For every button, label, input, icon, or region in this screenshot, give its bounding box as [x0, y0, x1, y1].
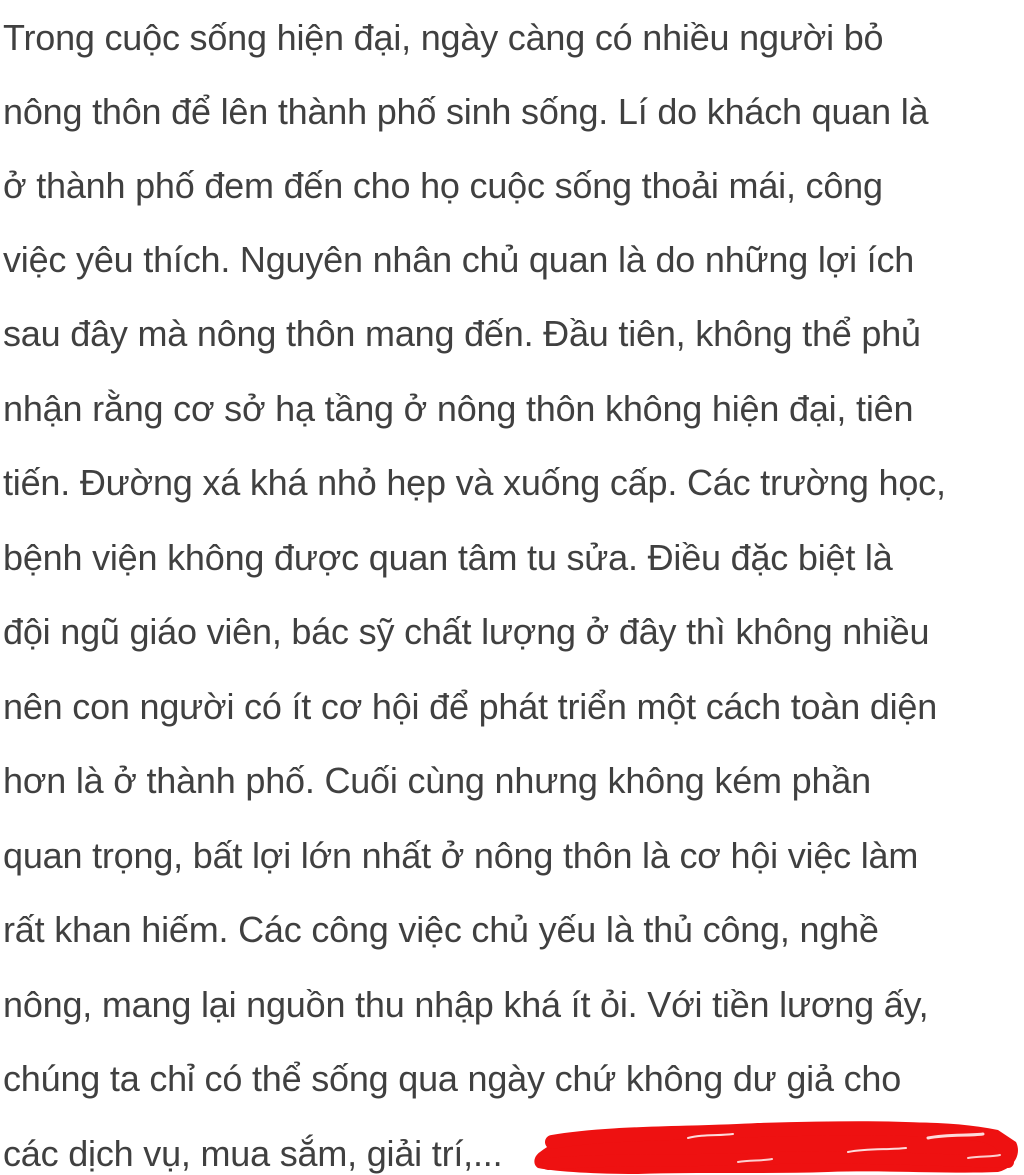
- text-line: sau đây mà nông thôn mang đến. Đầu tiên, không thể phủ: [3, 313, 921, 354]
- text-line: bệnh viện không được quan tâm tu sửa. Điều đặc biệt là: [3, 537, 893, 578]
- text-line: nhận rằng cơ sở hạ tầng ở nông thôn không hiện đại, tiên: [3, 388, 914, 429]
- text-line: các dịch vụ, mua sắm, giải trí,...: [3, 1133, 503, 1174]
- text-line: nên con người có ít cơ hội để phát triển một cách toàn diện: [3, 686, 938, 727]
- text-line: nông, mang lại nguồn thu nhập khá ít ỏi. Với tiền lương ấy,: [3, 984, 929, 1025]
- red-scribble-redaction: [528, 1112, 1024, 1175]
- text-line: việc yêu thích. Nguyên nhân chủ quan là do những lợi ích: [3, 239, 915, 280]
- text-line: Trong cuộc sống hiện đại, ngày càng có nhiều người bỏ: [3, 17, 884, 58]
- text-line: tiến. Đường xá khá nhỏ hẹp và xuống cấp. Các trường học,: [3, 462, 946, 503]
- text-line: đội ngũ giáo viên, bác sỹ chất lượng ở đây thì không nhiều: [3, 611, 930, 652]
- text-line: hơn là ở thành phố. Cuối cùng nhưng không kém phần: [3, 760, 871, 801]
- text-line: nông thôn để lên thành phố sinh sống. Lí do khách quan là: [3, 91, 929, 132]
- text-line: rất khan hiếm. Các công việc chủ yếu là thủ công, nghề: [3, 909, 879, 950]
- text-line: chúng ta chỉ có thể sống qua ngày chứ không dư giả cho: [3, 1058, 902, 1099]
- text-line: ở thành phố đem đến cho họ cuộc sống thoải mái, công: [3, 165, 883, 206]
- text-line: quan trọng, bất lợi lớn nhất ở nông thôn là cơ hội việc làm: [3, 835, 919, 876]
